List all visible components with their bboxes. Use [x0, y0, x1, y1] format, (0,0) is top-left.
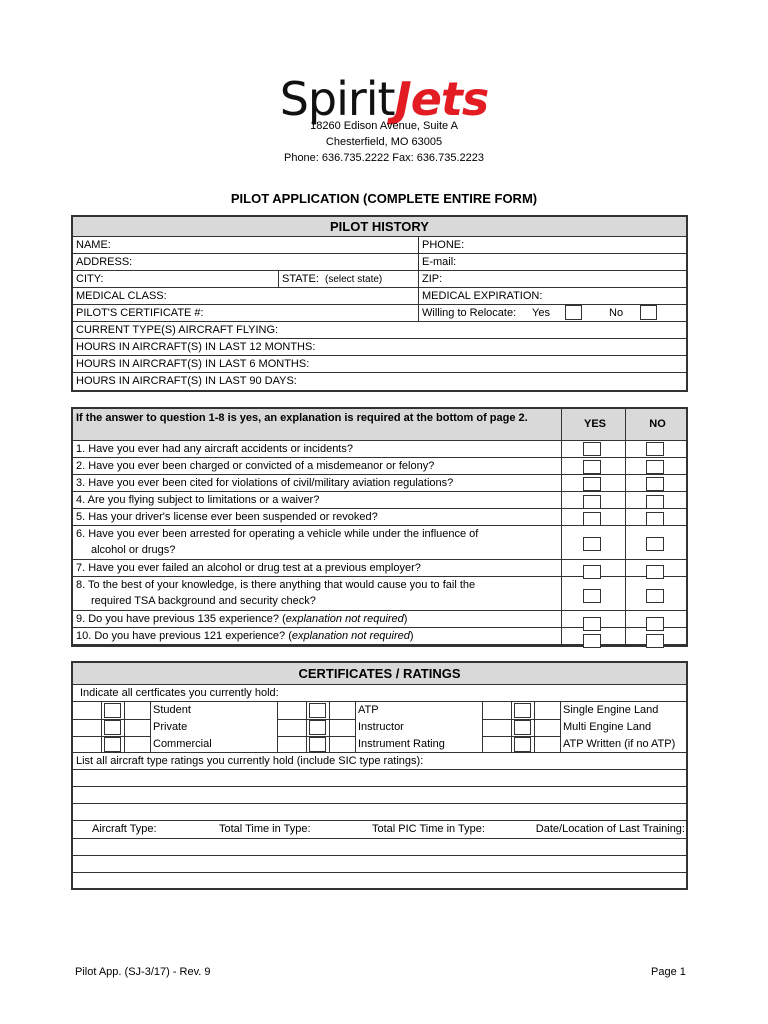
question-1-text: 1. Have you ever had any aircraft accidents or incidents? — [76, 443, 353, 455]
medical-expiration-field[interactable]: MEDICAL EXPIRATION: — [418, 288, 686, 304]
certificates-section — [71, 661, 688, 890]
atp-label: ATP — [358, 704, 379, 716]
q4-no-checkbox[interactable] — [646, 495, 664, 509]
state-label: STATE: — [282, 273, 319, 285]
relocate-no-label: No — [609, 307, 624, 319]
q9-no-checkbox[interactable] — [646, 617, 664, 631]
footer-page-number: Page 1 — [651, 966, 686, 978]
q8-no-checkbox[interactable] — [646, 589, 664, 603]
address-line-2: Chesterfield, MO 63005 — [325, 136, 443, 148]
q6-yes-checkbox[interactable] — [583, 537, 601, 551]
commercial-label: Commercial — [153, 738, 212, 750]
q5-yes-checkbox[interactable] — [583, 512, 601, 526]
total-time-label: Total Time in Type: — [219, 823, 311, 835]
q3-no-checkbox[interactable] — [646, 477, 664, 491]
question-9-note: explanation not required — [285, 613, 404, 625]
form-title: PILOT APPLICATION (COMPLETE ENTIRE FORM) — [230, 191, 538, 206]
row-name-phone — [73, 237, 686, 254]
sel-checkbox[interactable] — [514, 703, 531, 718]
sel-label: Single Engine Land — [563, 704, 659, 716]
question-6-line-1: 6. Have you ever been arrested for operating a vehicle while under the influence of — [76, 528, 479, 540]
type-ratings-text: List all aircraft type ratings you currently hold (include SIC type ratings): — [76, 755, 424, 767]
zip-field[interactable]: ZIP: — [418, 271, 686, 287]
questions-body — [73, 441, 686, 645]
type-rating-line-2[interactable] — [73, 787, 686, 804]
questions-instruction: If the answer to question 1-8 is yes, an explanation is required at the bottom of page 2. — [73, 409, 561, 440]
hours-12-field[interactable]: HOURS IN AIRCRAFT(S) IN LAST 12 MONTHS: — [76, 341, 316, 353]
instrument-label: Instrument Rating — [358, 738, 445, 750]
question-9-paren: ) — [403, 613, 408, 625]
question-2-text: 2. Have you ever been charged or convicted of a misdemeanor or felony? — [76, 460, 435, 472]
question-5-text: 5. Has your driver's license ever been suspended or revoked? — [76, 511, 378, 523]
question-8-line-1: 8. To the best of your knowledge, is there anything that would cause you to fail the — [76, 579, 476, 591]
student-checkbox[interactable] — [104, 703, 121, 718]
row-medical — [73, 288, 686, 305]
row-type-ratings — [73, 753, 686, 770]
q3-yes-checkbox[interactable] — [583, 477, 601, 491]
logo-text-spirit: Spirit — [279, 72, 395, 126]
city-field[interactable]: CITY: — [76, 273, 104, 285]
question-8-line-2: required TSA background and security check? — [91, 595, 316, 607]
indicate-text: Indicate all certficates you currently hold: — [80, 687, 279, 699]
footer-revision: Pilot App. (SJ-3/17) - Rev. 9 — [75, 966, 211, 978]
cert-group-1 — [73, 702, 278, 753]
q8-yes-checkbox[interactable] — [583, 589, 601, 603]
name-field[interactable]: NAME: — [76, 239, 111, 251]
atp-written-label: ATP Written (if no ATP) — [563, 738, 676, 750]
address-line-1: 18260 Edison Avenue, Suite A — [310, 120, 458, 132]
q2-yes-checkbox[interactable] — [583, 460, 601, 474]
relocate-label: Willing to Relocate: — [422, 307, 517, 319]
hours-6-field[interactable]: HOURS IN AIRCRAFT(S) IN LAST 6 MONTHS: — [76, 358, 310, 370]
row-address-email — [73, 254, 686, 271]
medical-class-field[interactable]: MEDICAL CLASS: — [76, 290, 167, 302]
q10-yes-checkbox[interactable] — [583, 634, 601, 648]
relocate-yes-label: Yes — [532, 307, 550, 319]
question-6-text — [73, 526, 561, 559]
question-10-note: explanation not required — [291, 630, 410, 642]
instructor-checkbox[interactable] — [309, 720, 326, 735]
certificate-field[interactable]: PILOT'S CERTIFICATE #: — [76, 307, 204, 319]
q2-no-checkbox[interactable] — [646, 460, 664, 474]
questions-header — [73, 409, 686, 441]
row-hours-6 — [73, 356, 686, 373]
mel-label: Multi Engine Land — [563, 721, 652, 733]
question-8-text — [73, 577, 561, 610]
q1-yes-checkbox[interactable] — [583, 442, 601, 456]
questions-section — [71, 407, 688, 647]
private-label: Private — [153, 721, 188, 733]
row-city-state-zip — [73, 271, 686, 288]
cert-group-2 — [278, 702, 483, 753]
q1-no-checkbox[interactable] — [646, 442, 664, 456]
total-pic-label: Total PIC Time in Type: — [372, 823, 485, 835]
pilot-history-section — [71, 215, 688, 392]
question-7-text: 7. Have you ever failed an alcohol or drug test at a previous employer? — [76, 562, 421, 574]
instructor-label: Instructor — [358, 721, 404, 733]
type-rating-line-3[interactable] — [73, 804, 686, 821]
mel-checkbox[interactable] — [514, 720, 531, 735]
commercial-checkbox[interactable] — [104, 737, 121, 752]
aircraft-flying-field[interactable]: CURRENT TYPE(S) AIRCRAFT FLYING: — [76, 324, 279, 336]
private-checkbox[interactable] — [104, 720, 121, 735]
aircraft-type-label: Aircraft Type: — [92, 823, 157, 835]
question-3-text: 3. Have you ever been cited for violations of civil/military aviation regulations? — [76, 477, 454, 489]
q7-no-checkbox[interactable] — [646, 565, 664, 579]
relocate-no-checkbox[interactable] — [640, 305, 657, 320]
atp-checkbox[interactable] — [309, 703, 326, 718]
q7-yes-checkbox[interactable] — [583, 565, 601, 579]
question-10-main: 10. Do you have previous 121 experience? ( — [76, 630, 292, 642]
pilot-history-heading: PILOT HISTORY — [73, 217, 686, 237]
question-9-main: 9. Do you have previous 135 experience? ( — [76, 613, 286, 625]
question-4-text: 4. Are you flying subject to limitations or a waiver? — [76, 494, 320, 506]
student-label: Student — [153, 704, 191, 716]
q6-no-checkbox[interactable] — [646, 537, 664, 551]
row-training-headers — [73, 821, 686, 839]
email-field[interactable]: E-mail: — [418, 254, 686, 270]
certificates-heading: CERTIFICATES / RATINGS — [73, 663, 686, 685]
cert-group-3 — [483, 702, 686, 753]
q4-yes-checkbox[interactable] — [583, 495, 601, 509]
training-line-3[interactable] — [73, 873, 686, 890]
instrument-checkbox[interactable] — [309, 737, 326, 752]
training-line-2[interactable] — [73, 856, 686, 873]
row-aircraft-flying — [73, 322, 686, 339]
state-select[interactable]: (select state) — [325, 274, 383, 285]
relocate-yes-checkbox[interactable] — [565, 305, 582, 320]
no-column-header: NO — [625, 409, 686, 440]
q10-no-checkbox[interactable] — [646, 634, 664, 648]
q9-yes-checkbox[interactable] — [583, 617, 601, 631]
address-field[interactable]: ADDRESS: — [76, 256, 133, 268]
q5-no-checkbox[interactable] — [646, 512, 664, 526]
row-hours-12 — [73, 339, 686, 356]
row-certificate-relocate — [73, 305, 686, 322]
training-line-1[interactable] — [73, 839, 686, 856]
address-line-3: Phone: 636.735.2222 Fax: 636.735.2223 — [283, 152, 484, 164]
question-9-text — [73, 611, 561, 627]
relocate-field — [418, 305, 686, 321]
yes-column-header: YES — [561, 409, 625, 440]
last-training-label: Date/Location of Last Training: — [535, 823, 685, 835]
question-6-line-2: alcohol or drugs? — [91, 544, 176, 556]
type-rating-line-1[interactable] — [73, 770, 686, 787]
certificates-grid — [73, 702, 686, 753]
row-hours-90 — [73, 373, 686, 390]
phone-field[interactable]: PHONE: — [418, 237, 686, 253]
question-10-paren: ) — [409, 630, 414, 642]
state-field[interactable] — [278, 271, 418, 287]
logo-text-jets: Jets — [394, 72, 489, 126]
question-10-text — [73, 628, 561, 644]
atp-written-checkbox[interactable] — [514, 737, 531, 752]
hours-90-field[interactable]: HOURS IN AIRCRAFT(S) IN LAST 90 DAYS: — [76, 375, 297, 387]
row-indicate — [73, 685, 686, 702]
